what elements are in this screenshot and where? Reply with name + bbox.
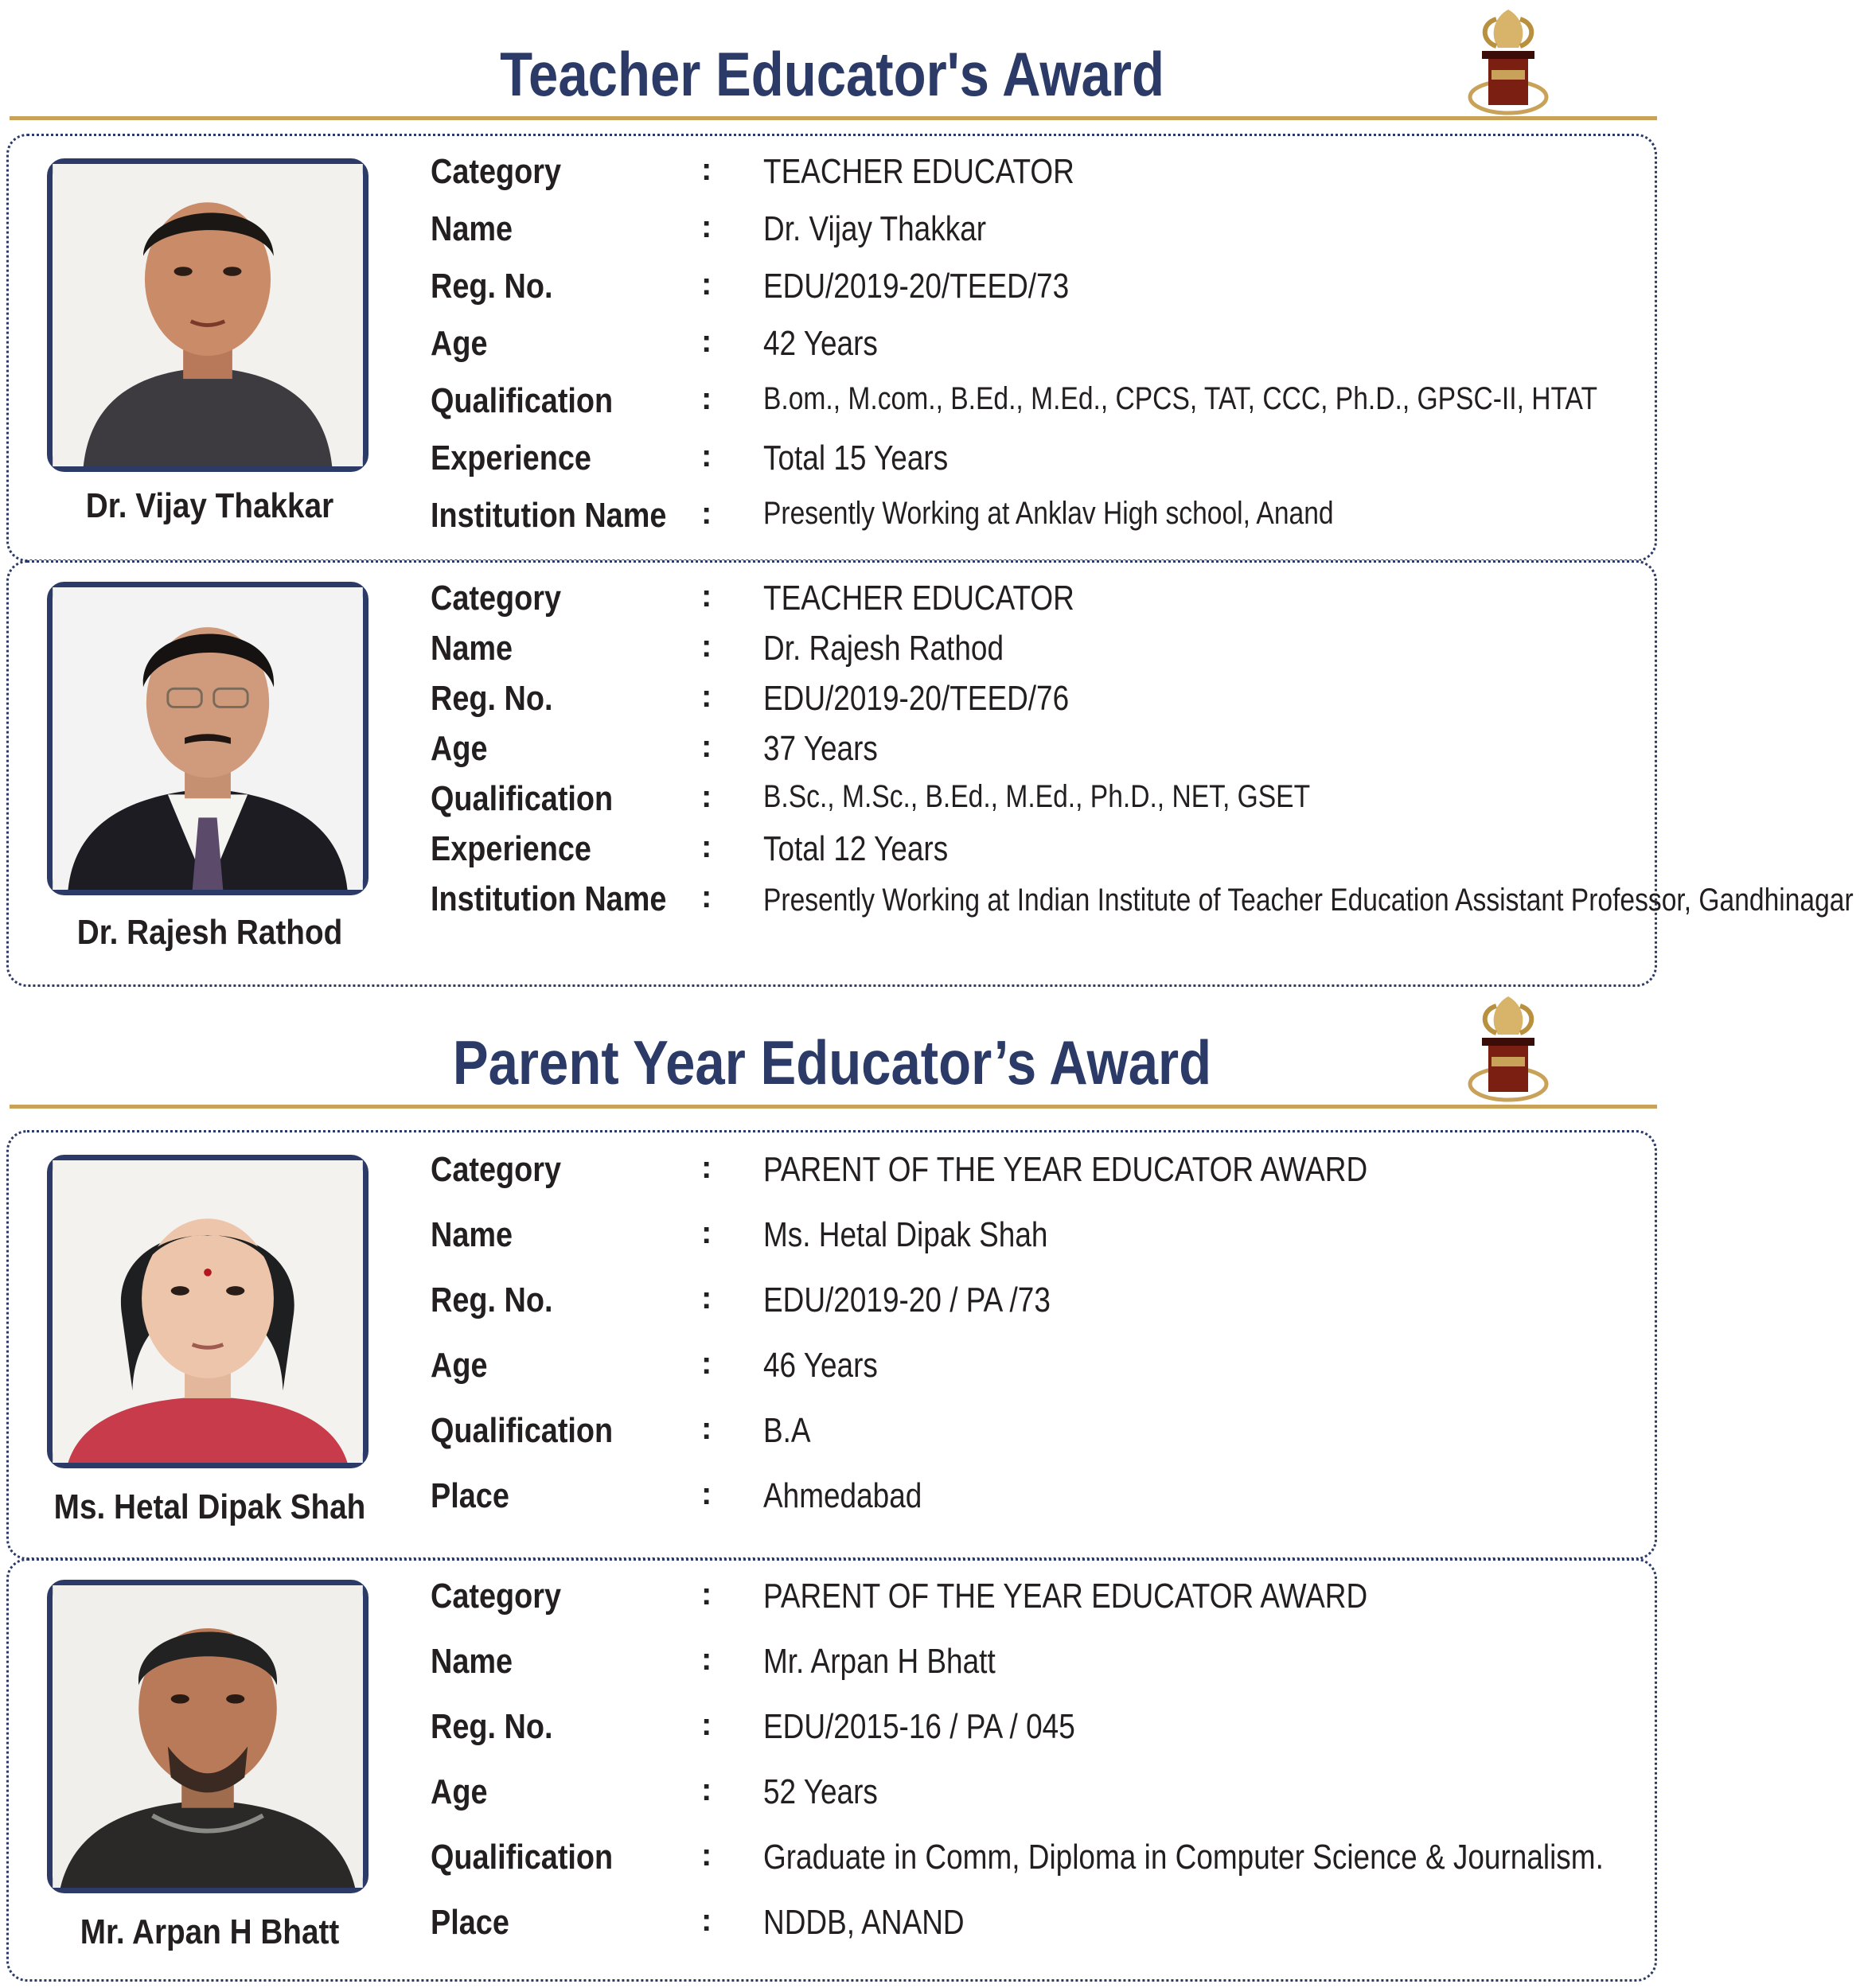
awardee-caption: Dr. Vijay Thakkar xyxy=(85,486,334,525)
field-label: Category xyxy=(431,579,562,618)
field-row xyxy=(431,579,1640,626)
field-label: Name xyxy=(431,1215,513,1254)
portrait-photo xyxy=(47,158,368,472)
field-label: Name xyxy=(431,629,513,668)
field-colon: : xyxy=(701,1215,712,1250)
field-label: Reg. No. xyxy=(431,267,553,306)
field-colon: : xyxy=(701,1411,712,1446)
field-value: Dr. Vijay Thakkar xyxy=(763,209,987,248)
field-row xyxy=(431,629,1640,676)
field-colon: : xyxy=(701,1577,712,1612)
field-row xyxy=(431,381,1640,429)
field-row xyxy=(431,324,1640,372)
field-row xyxy=(431,1281,1640,1328)
field-row xyxy=(431,1903,1640,1951)
field-colon: : xyxy=(701,1903,712,1938)
field-value: 52 Years xyxy=(763,1772,878,1811)
trophy-icon xyxy=(1464,987,1552,1106)
field-colon: : xyxy=(701,1476,712,1511)
field-label: Category xyxy=(431,1150,562,1189)
field-row xyxy=(431,679,1640,727)
awardee-card xyxy=(6,1558,1657,1982)
field-value: NDDB, ANAND xyxy=(763,1903,965,1942)
field-colon: : xyxy=(701,879,712,914)
field-value: Total 15 Years xyxy=(763,439,949,478)
field-value: EDU/2019-20/TEED/73 xyxy=(763,267,1070,306)
field-label: Reg. No. xyxy=(431,1707,553,1746)
field-row xyxy=(431,267,1640,314)
field-label: Place xyxy=(431,1903,509,1942)
field-colon: : xyxy=(701,209,712,244)
field-row xyxy=(431,1577,1640,1624)
field-value: B.om., M.com., B.Ed., M.Ed., CPCS, TAT, CCC, Ph.D., GPSC-II, HTAT xyxy=(763,381,1598,416)
field-row xyxy=(431,209,1640,257)
awardee-caption: Ms. Hetal Dipak Shah xyxy=(53,1487,366,1526)
field-value: 42 Years xyxy=(763,324,878,363)
field-row xyxy=(431,496,1640,544)
field-row xyxy=(431,729,1640,777)
field-row xyxy=(431,1838,1640,1885)
field-colon: : xyxy=(701,579,712,614)
field-row xyxy=(431,1411,1640,1459)
field-label: Qualification xyxy=(431,1411,614,1450)
field-value: B.A xyxy=(763,1411,811,1450)
field-colon: : xyxy=(701,1150,712,1185)
field-colon: : xyxy=(701,1838,712,1873)
field-colon: : xyxy=(701,324,712,359)
field-label: Institution Name xyxy=(431,496,667,535)
field-colon: : xyxy=(701,829,712,864)
field-value: Ahmedabad xyxy=(763,1476,922,1515)
awardee-card xyxy=(6,560,1854,987)
field-colon: : xyxy=(701,779,712,814)
field-row xyxy=(431,1707,1640,1755)
field-value: 37 Years xyxy=(763,729,878,768)
field-value: EDU/2015-16 / PA / 045 xyxy=(763,1707,1075,1746)
section-title-teacher-educator: Teacher Educator's Award xyxy=(500,39,1164,109)
field-row xyxy=(431,829,1640,877)
field-label: Reg. No. xyxy=(431,1281,553,1319)
field-label: Name xyxy=(431,1642,513,1681)
field-label: Category xyxy=(431,1577,562,1616)
field-label: Name xyxy=(431,209,513,248)
portrait-man-3-icon xyxy=(53,1585,363,1888)
field-row xyxy=(431,1150,1640,1198)
section-title-parent-educator: Parent Year Educator’s Award xyxy=(452,1027,1212,1097)
field-value: Mr. Arpan H Bhatt xyxy=(763,1642,996,1681)
field-label: Qualification xyxy=(431,1838,614,1877)
awardee-caption: Mr. Arpan H Bhatt xyxy=(80,1912,340,1951)
field-row xyxy=(431,1215,1640,1263)
field-colon: : xyxy=(701,1772,712,1807)
field-label: Experience xyxy=(431,439,591,478)
trophy-icon xyxy=(1464,0,1552,119)
field-value: 46 Years xyxy=(763,1346,878,1385)
field-colon: : xyxy=(701,629,712,664)
field-row xyxy=(431,1346,1640,1394)
field-colon: : xyxy=(701,1281,712,1316)
field-colon: : xyxy=(701,496,712,531)
field-row xyxy=(431,1642,1640,1690)
portrait-photo xyxy=(47,1155,368,1468)
field-value: TEACHER EDUCATOR xyxy=(763,152,1074,191)
section-divider xyxy=(10,1105,1657,1109)
field-colon: : xyxy=(701,267,712,302)
field-label: Experience xyxy=(431,829,591,868)
portrait-woman-1-icon xyxy=(53,1160,363,1463)
field-value: Dr. Rajesh Rathod xyxy=(763,629,1004,668)
field-colon: : xyxy=(701,1642,712,1677)
awardee-card xyxy=(6,1130,1657,1560)
awardee-card xyxy=(6,134,1657,562)
field-value: TEACHER EDUCATOR xyxy=(763,579,1074,618)
field-colon: : xyxy=(701,729,712,764)
portrait-man-2-icon xyxy=(53,587,363,890)
field-value: Total 12 Years xyxy=(763,829,949,868)
field-row xyxy=(431,879,1854,967)
field-label: Age xyxy=(431,729,488,768)
field-colon: : xyxy=(701,152,712,187)
field-label: Age xyxy=(431,324,488,363)
field-value: PARENT OF THE YEAR EDUCATOR AWARD xyxy=(763,1577,1368,1616)
field-value: Presently Working at Indian Institute of Teacher Education Assistant Professor, Gandhinagar xyxy=(763,883,1854,918)
field-value: PARENT OF THE YEAR EDUCATOR AWARD xyxy=(763,1150,1368,1189)
field-label: Reg. No. xyxy=(431,679,553,718)
field-label: Age xyxy=(431,1772,488,1811)
field-label: Category xyxy=(431,152,562,191)
field-colon: : xyxy=(701,1346,712,1381)
awardee-caption: Dr. Rajesh Rathod xyxy=(76,913,343,952)
field-label: Qualification xyxy=(431,381,614,420)
field-value: EDU/2019-20 / PA /73 xyxy=(763,1281,1051,1319)
portrait-photo xyxy=(47,582,368,895)
portrait-photo xyxy=(47,1580,368,1893)
section-divider xyxy=(10,116,1657,120)
field-colon: : xyxy=(701,679,712,714)
field-row xyxy=(431,1772,1640,1820)
field-value: B.Sc., M.Sc., B.Ed., M.Ed., Ph.D., NET, GSET xyxy=(763,779,1311,814)
field-row xyxy=(431,1476,1640,1524)
field-value: Ms. Hetal Dipak Shah xyxy=(763,1215,1048,1254)
portrait-man-1-icon xyxy=(53,164,363,466)
field-row xyxy=(431,439,1640,486)
field-label: Institution Name xyxy=(431,879,667,918)
field-label: Qualification xyxy=(431,779,614,818)
field-value: EDU/2019-20/TEED/76 xyxy=(763,679,1070,718)
field-row xyxy=(431,779,1640,827)
field-colon: : xyxy=(701,439,712,474)
field-colon: : xyxy=(701,381,712,416)
field-label: Age xyxy=(431,1346,488,1385)
field-row xyxy=(431,152,1640,200)
field-value: Presently Working at Anklav High school, Anand xyxy=(763,496,1334,531)
field-label: Place xyxy=(431,1476,509,1515)
field-colon: : xyxy=(701,1707,712,1742)
field-value: Graduate in Comm, Diploma in Computer Science & Journalism. xyxy=(763,1838,1604,1877)
